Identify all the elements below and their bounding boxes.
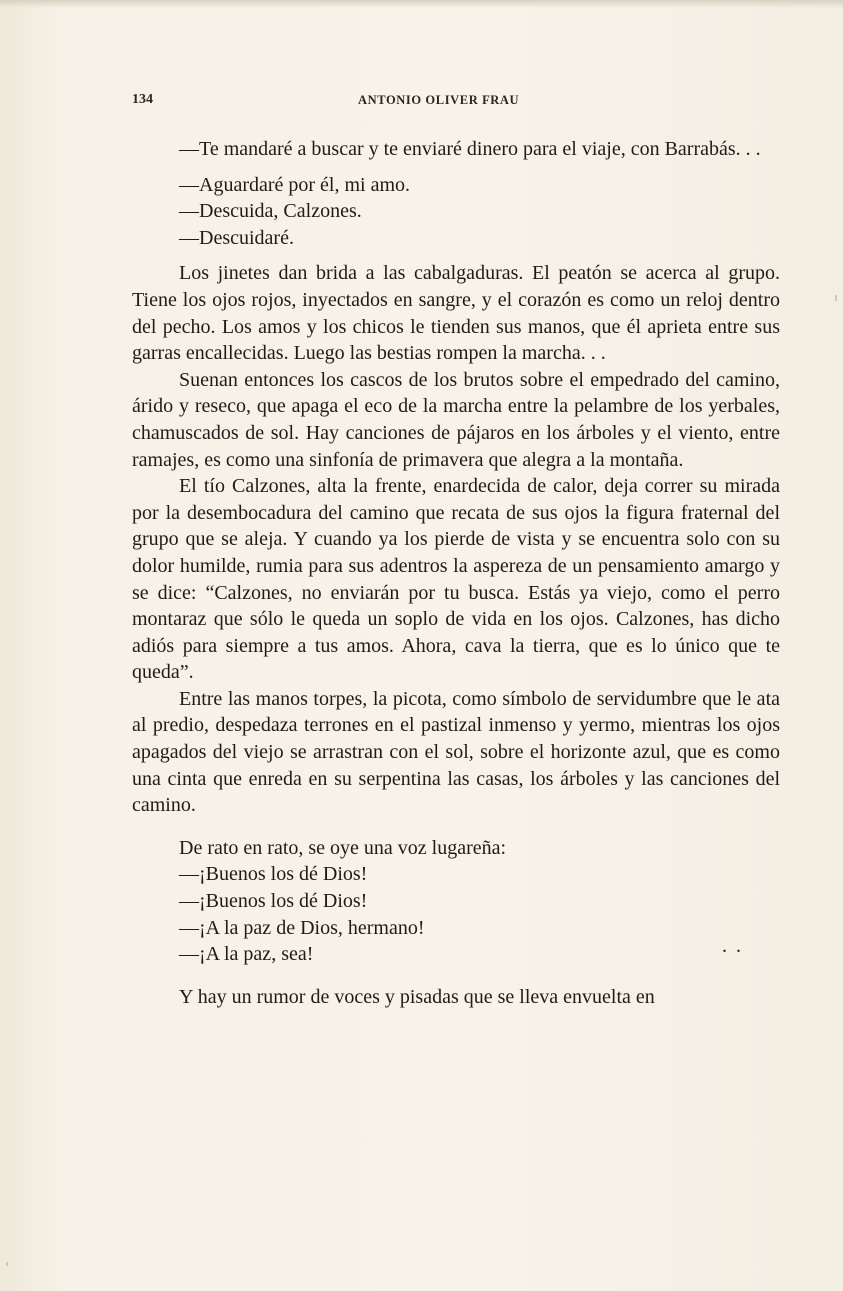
dialogue-line-6: —¡A la paz de Dios, hermano! xyxy=(179,916,425,939)
dialogue-line-4: —¡Buenos los dé Dios! xyxy=(179,863,368,886)
dialogue-line-1: —Aguardaré por él, mi amo. xyxy=(179,173,411,196)
paragraph-6: De rato en rato, se oye una voz lugareña: xyxy=(179,836,507,859)
paragraph-4: El tío Calzones, alta la frente, enardecida de calor, deja correr su mirada por la desembocadura del camino que recata de sus ojos la figura fraternal del grupo que se aleja. Y cuando ya los pierde de vista y se encuentra solo con su dolor humilde, rumia para sus adentros la aspereza de un pensamiento amargo y se dice: “Calzones, no enviarán por tu busca. Estás ya viejo, como el perro montaraz que sólo le queda un soplo de vida en los ojos. Calzones, has dicho adiós para siempre a tus amos. Ahora, cava la tierra, que es lo único que te queda”. xyxy=(132,475,780,684)
dialogue-line-7: —¡A la paz, sea! xyxy=(179,943,314,966)
ellipsis-mark: . . xyxy=(722,935,743,957)
paper-speck xyxy=(6,1262,8,1266)
dialogue-line-2: —Descuida, Calzones. xyxy=(179,200,362,223)
page-top-edge xyxy=(0,0,843,8)
paragraph-1: —Te mandaré a buscar y te enviaré dinero para el viaje, con Barrabás. . . xyxy=(179,138,761,160)
dialogue-line-5: —¡Buenos los dé Dios! xyxy=(179,890,368,913)
body-text xyxy=(132,136,780,1010)
paragraph-5: Entre las manos torpes, la picota, como símbolo de servidumbre que le ata al predio, despedaza terrones en el pastizal inmenso y yermo, mientras los ojos apagados del viejo se arrastran con el sol, sobre el horizonte azul, que es como una cinta que enreda en su serpentina las casas, los árboles y las canciones del camino. xyxy=(132,687,780,817)
paragraph-2: Los jinetes dan brida a las cabalgaduras. El peatón se acerca al grupo. Tiene los ojos rojos, inyectados en sangre, y el corazón es como un reloj dentro del pecho. Los amos y los chicos le tienden sus manos, que él aprieta entre sus garras encallecidas. Luego las bestias rompen la marcha. . . xyxy=(132,262,780,365)
dialogue-line-3: —Descuidaré. xyxy=(179,226,294,249)
paper-speck xyxy=(835,295,837,301)
paragraph-3: Suenan entonces los cascos de los brutos sobre el empedrado del camino, árido y reseco, que apaga el eco de la marcha entre la pelambre de los yerbales, chamuscados de sol. Hay canciones de pájaros en los árboles y el viento, entre ramajes, es como una sinfonía de primavera que alegra a la montaña. xyxy=(132,368,780,471)
running-title: ANTONIO OLIVER FRAU xyxy=(358,93,520,107)
page-number: 134 xyxy=(132,92,153,107)
running-head xyxy=(132,92,780,112)
paragraph-7: Y hay un rumor de voces y pisadas que se lleva envuelta en xyxy=(179,985,655,1008)
